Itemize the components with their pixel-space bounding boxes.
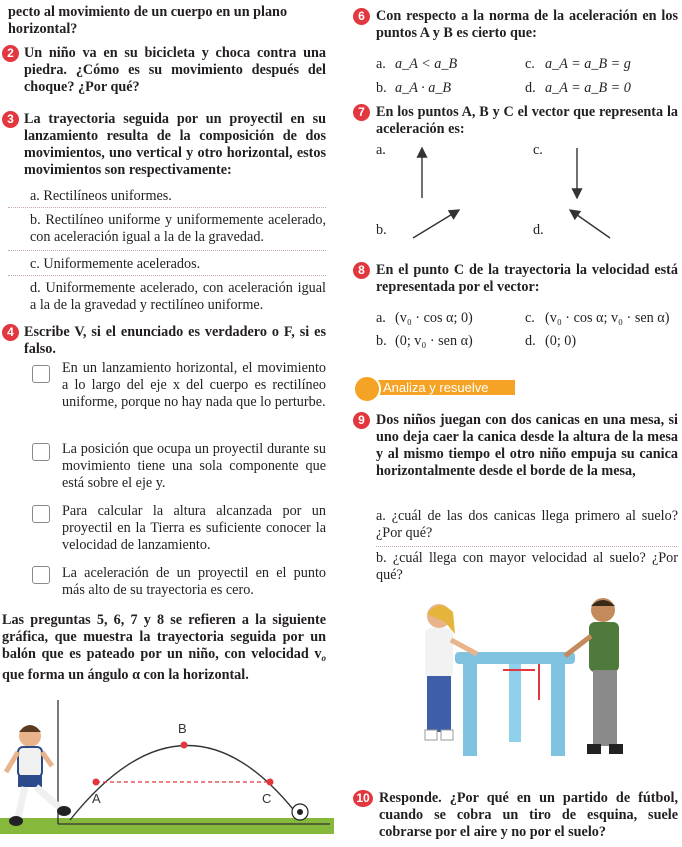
separator xyxy=(376,546,677,547)
point-a-marker xyxy=(93,779,100,786)
q7-label-a: a. xyxy=(376,142,386,158)
label-c: C xyxy=(262,791,272,806)
question-number-2: 2 xyxy=(2,45,19,62)
question-9-part-a: a. ¿cuál de las dos canicas llega primero al suelo? ¿Por qué? xyxy=(376,508,678,541)
q8-option-b-label: b. xyxy=(376,333,387,349)
grass xyxy=(0,818,334,834)
question-10-text: Responde. ¿Por qué en un partido de fútbol, cuando se cobra un tiro de esquina, suele cobrarse por el aire y no por el suelo? xyxy=(379,790,678,840)
question-3-option-b: b. Rectilíneo uniforme y uniformemente acelerado, con aceleración igual a la de la gravedad. xyxy=(30,212,326,245)
question-number-7: 7 xyxy=(353,104,370,121)
answer-box-3[interactable] xyxy=(32,505,50,523)
q8-option-d: (0; 0) xyxy=(545,333,577,349)
statement-3: Para calcular la altura alcanzada por un proyectil en la Tierra es suficiente conocer la velocidad de lanzamiento. xyxy=(62,503,326,553)
kids-table-illustration xyxy=(415,594,645,770)
question-4-text: Escribe V, si el enunciado es verdadero o F, si es falso. xyxy=(24,324,326,357)
question-number-6: 6 xyxy=(353,8,370,25)
kid-kicking-illustration xyxy=(6,725,71,826)
question-9-part-b: b. ¿cuál llega con mayor velocidad al suelo? ¿Por qué? xyxy=(376,550,678,583)
label-b: B xyxy=(178,721,187,736)
separator xyxy=(8,207,326,208)
trajectory-figure xyxy=(0,700,334,840)
graph-intro: Las preguntas 5, 6, 7 y 8 se refieren a la siguiente gráfica, que muestra la trayectoria seguida por un balón que es pateado por un niño, con velocidad $v_o$ que forma un ángulo α con la horizontal. xyxy=(2,612,326,683)
vector-diagonal-up-icon xyxy=(413,210,459,238)
question-number-4: 4 xyxy=(2,324,19,341)
q6-option-d-label: d. xyxy=(525,80,536,96)
separator xyxy=(8,275,326,276)
q7-label-c: c. xyxy=(533,142,543,158)
q6-option-a-label: a. xyxy=(376,56,386,72)
question-7-text: En los puntos A, B y C el vector que representa la aceleración es: xyxy=(376,104,678,137)
q8-option-d-label: d. xyxy=(525,333,536,349)
q8-option-c: (v₀ · cos α; v₀ · sen α) xyxy=(545,310,670,326)
statement-2: La posición que ocupa un proyectil durante su movimiento tiene una sola componente que está sobre el eje y. xyxy=(62,441,326,491)
q6-option-b: a_A · a_B xyxy=(395,80,452,96)
intro-text: pecto al movimiento de un cuerpo en un plano horizontal? xyxy=(8,4,288,37)
point-b-marker xyxy=(181,742,188,749)
question-8-text: En el punto C de la trayectoria la velocidad está representada por el vector: xyxy=(376,262,678,295)
q6-option-a: a_A < a_B xyxy=(395,56,458,72)
q7-vectors xyxy=(355,140,677,250)
question-number-3: 3 xyxy=(2,111,19,128)
banner-text: Analiza y resuelve xyxy=(383,380,489,395)
q8-option-c-label: c. xyxy=(525,310,535,326)
question-9-text: Dos niños juegan con dos canicas en una mesa, si uno deja caer la canica desde la altura de la mesa y al mismo tiempo el otro niño empuja su canica horizontalmente desde el borde de la mesa, xyxy=(376,412,678,479)
q6-option-c-label: c. xyxy=(525,56,535,72)
question-number-8: 8 xyxy=(353,262,370,279)
answer-box-2[interactable] xyxy=(32,443,50,461)
answer-box-1[interactable] xyxy=(32,365,50,383)
q8-option-a-label: a. xyxy=(376,310,386,326)
question-2-text: Un niño va en su bicicleta y choca contra una piedra. ¿Cómo es su movimiento después del choque? ¿Por qué? xyxy=(24,45,326,95)
q7-label-d: d. xyxy=(533,222,544,238)
q6-option-b-label: b. xyxy=(376,80,387,96)
q6-option-d: a_A = a_B = 0 xyxy=(545,80,631,96)
question-3-text: La trayectoria seguida por un proyectil en su lanzamiento resulta de la composición de dos movimientos, uno vertical y otro horizontal, estos movimientos son respectivamente: xyxy=(24,111,326,178)
separator xyxy=(8,250,326,251)
question-number-9: 9 xyxy=(353,412,370,429)
question-3-option-c: c. Uniformemente acelerados. xyxy=(30,256,201,272)
point-c-marker xyxy=(267,779,274,786)
question-3-option-d: d. Uniformemente acelerado, con aceleración igual a la de la gravedad y rectilíneo uniforme. xyxy=(30,280,326,313)
trajectory-curve xyxy=(70,745,300,820)
statement-4: La aceleración de un proyectil en el punto más alto de su trayectoria es cero. xyxy=(62,565,326,598)
q7-label-b: b. xyxy=(376,222,387,238)
question-6-text: Con respecto a la norma de la aceleración en los puntos A y B es cierto que: xyxy=(376,8,678,41)
statement-1: En un lanzamiento horizontal, el movimiento a lo largo del eje x del cuerpo es rectilíneo uniforme, porque no hay nada que lo perturbe. xyxy=(62,360,326,410)
question-3-option-a: a. Rectilíneos uniformes. xyxy=(30,188,172,204)
q8-option-b: (0; v₀ · sen α) xyxy=(395,333,473,349)
label-a: A xyxy=(92,791,101,806)
vector-diagonal-left-icon xyxy=(570,210,610,238)
q6-option-c: a_A = a_B = g xyxy=(545,56,631,72)
smiley-icon xyxy=(353,375,381,403)
answer-box-4[interactable] xyxy=(32,566,50,584)
question-number-10: 10 xyxy=(353,790,373,807)
analiza-banner xyxy=(359,380,515,395)
q8-option-a: (v₀ · cos α; 0) xyxy=(395,310,473,326)
soccer-ball-icon xyxy=(292,804,308,820)
